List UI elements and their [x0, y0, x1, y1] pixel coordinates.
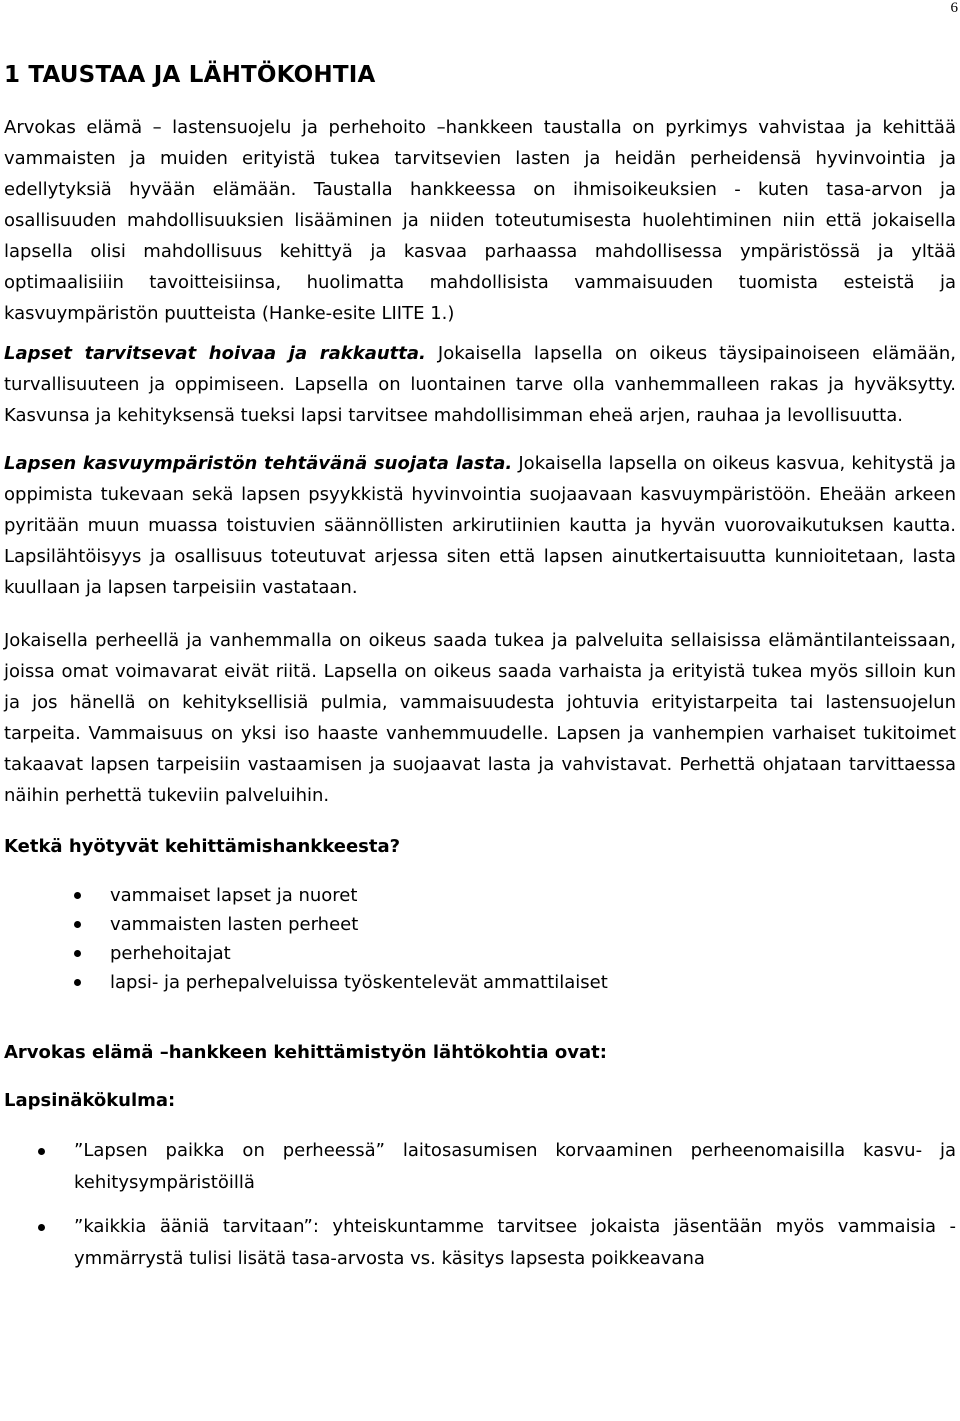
list-item-text: ”kaikkia ääniä tarvitaan”: yhteiskuntamme tarvitsee jokaista jäsentään myös vammaisia - ymmärrystä tulisi lisätä tasa-arvosta vs. käsitys lapsesta poikkeavana: [74, 1216, 956, 1269]
list-item: [4, 881, 956, 910]
document-body: [4, 60, 956, 1287]
beneficiaries-list: [4, 881, 956, 997]
bullet-icon: [38, 1148, 45, 1155]
section-heading: 1 TAUSTAA JA LÄHTÖKOHTIA: [4, 62, 376, 88]
beneficiaries-heading: Ketkä hyötyvät kehittämishankkeesta?: [4, 836, 401, 857]
list-item-text: vammaisten lasten perheet: [110, 914, 359, 935]
list-item: [4, 939, 956, 968]
bullet-icon: [74, 979, 81, 986]
list-item: [4, 910, 956, 939]
paragraph-care-and-love: [4, 338, 956, 431]
list-item: [4, 968, 956, 997]
bullet-icon: [74, 892, 81, 899]
list-item-text: lapsi- ja perhepalveluissa työskentelevät ammattilaiset: [110, 972, 608, 993]
paragraph-lead: Lapset tarvitsevat hoivaa ja rakkautta.: [4, 343, 426, 364]
list-item: [4, 1135, 956, 1199]
bullet-icon: [74, 921, 81, 928]
bullet-icon: [38, 1224, 45, 1231]
paragraph-body: Jokaisella lapsella on oikeus kasvua, kehitystä ja oppimista tukevaan sekä lapsen psyykkistä hyvinvointia suojaavaan kasvuympäristöön. Eheään arkeen pyritään muun muassa toistuvien säännöllisten arkirutiinien kautta ja hyvän vuorovaikutuksen kautta. Lapsilähtöisyys ja osallisuus toteutuvat arjessa siten että lapsen ainutkertaisuutta kunnioitetaan, lasta kuullaan ja lapsen tarpeisiin vastataan.: [4, 453, 956, 598]
paragraph-family-support: Jokaisella perheellä ja vanhemmalla on oikeus saada tukea ja palveluita sellaisissa elämäntilanteissaan, joissa omat voimavarat eivät riitä. Lapsella on oikeus saada varhaista ja erityistä tukea myös silloin kun ja jos hänellä on kehityksellisiä pulmia, vammaisuudesta johtuvia erityistarpeita tai lastensuojelun tarpeita. Vammaisuus on yksi iso haaste vanhemmuudelle. Lapsen ja vanhempien varhaiset tukitoimet takaavat lapsen tarpeisiin vastaamisen ja suojaavat lasta ja vahvistavat. Perhettä ohjataan tarvittaessa näihin perhettä tukeviin palveluihin.: [4, 630, 956, 806]
paragraph-background: Arvokas elämä – lastensuojelu ja perhehoito –hankkeen taustalla on pyrkimys vahvistaa ja kehittää vammaisten ja muiden erityistä tukea tarvitsevien lasten ja heidän perheidensä hyvinvointia ja edellytyksiä hyvään elämään. Taustalla hankkeessa on ihmisoikeuksien - kuten tasa-arvon ja osallisuuden mahdollisuuksien lisääminen ja niiden toteutumisesta huolehtiminen niin että jokaisella lapsella olisi mahdollisuus kehittyä ja kasvaa parhaassa mahdollisessa ympäristössä ja yltää optimaalisiiin tavoitteisiinsa, huolimatta mahdollisista vammaisuuden tuomista esteistä ja kasvuympäristön puutteista (Hanke-esite LIITE 1.): [4, 117, 956, 324]
list-item-text: vammaiset lapset ja nuoret: [110, 885, 358, 906]
list-item: [4, 1211, 956, 1275]
list-item-text: perhehoitajat: [110, 943, 231, 964]
page-number: 6: [950, 0, 958, 16]
paragraph-body: Jokaisella lapsella on oikeus täysipainoiseen elämään, turvallisuuteen ja oppimiseen. Lapsella on luontainen tarve olla vanhemmalleen rakas ja hyväksytty. Kasvunsa ja kehityksensä tueksi lapsi tarvitsee mahdollisimman eheä arjen, rauhaa ja levollisuutta.: [4, 343, 956, 426]
bullet-icon: [74, 950, 81, 957]
list-item-text: ”Lapsen paikka on perheessä” laitosasumisen korvaaminen perheenomaisilla kasvu- ja kehitysympäristöillä: [74, 1140, 956, 1193]
starting-points-heading: Arvokas elämä –hankkeen kehittämistyön lähtökohtia ovat:: [4, 1042, 607, 1063]
starting-points-list: [4, 1135, 956, 1275]
paragraph-lead: Lapsen kasvuympäristön tehtävänä suojata lasta.: [4, 453, 513, 474]
paragraph-growth-environment: [4, 448, 956, 603]
child-perspective-heading: Lapsinäkökulma:: [4, 1090, 176, 1111]
